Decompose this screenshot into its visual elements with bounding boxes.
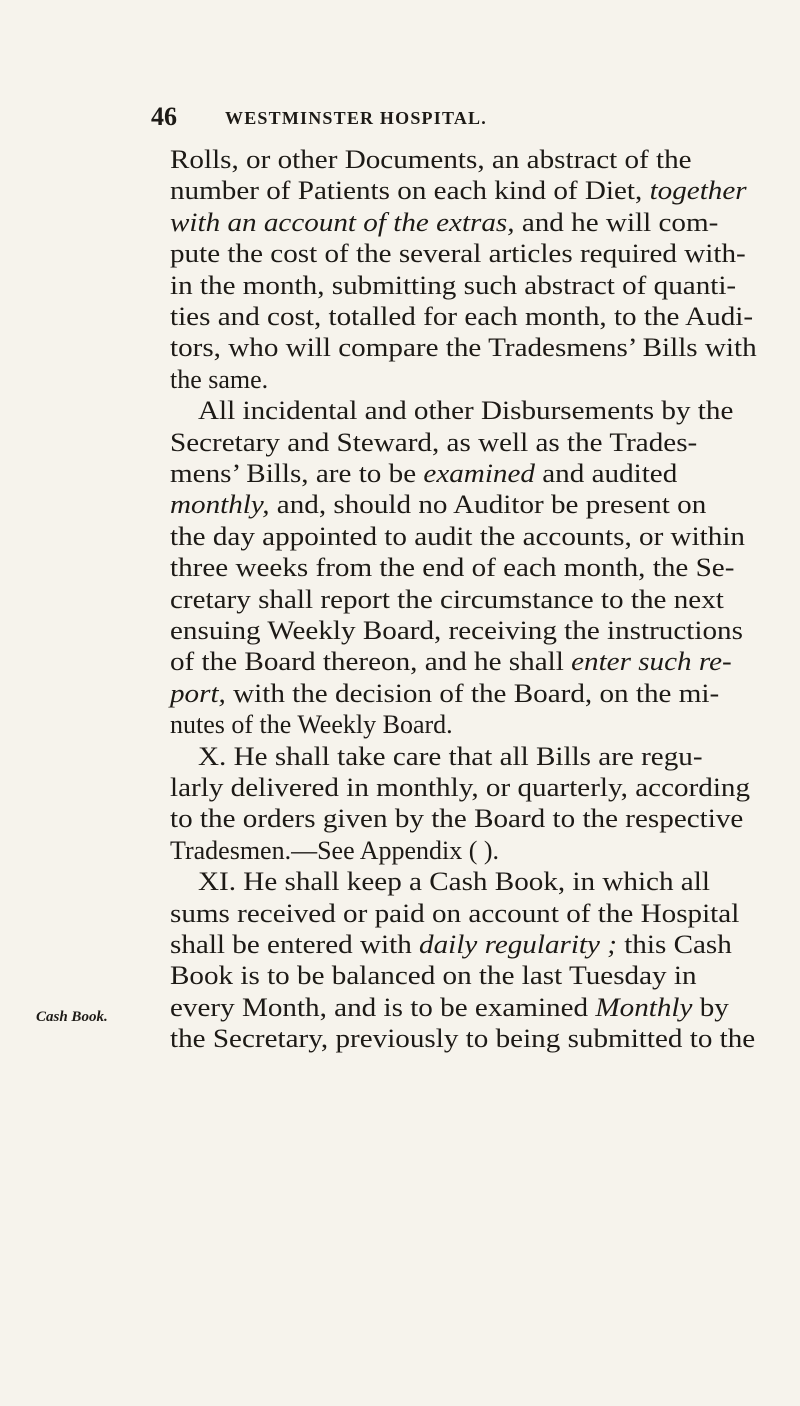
text-run: shall be entered with xyxy=(170,930,420,959)
text-line xyxy=(170,773,750,803)
running-head: WESTMINSTER HOSPITAL. xyxy=(225,108,487,128)
text-line xyxy=(170,993,729,1023)
text-line xyxy=(198,742,703,772)
text-run: pute the cost of the several articles required with- xyxy=(170,239,746,269)
text-line xyxy=(170,1024,755,1054)
italic-run: port, xyxy=(170,678,226,708)
text-line xyxy=(170,428,697,458)
text-line xyxy=(170,459,677,489)
text-run: tors, who will compare the Tradesmens’ Bills with xyxy=(170,333,757,363)
text-run: Tradesmen.—See Appendix ( ). xyxy=(170,835,500,865)
text-line xyxy=(170,302,753,332)
text-line xyxy=(170,176,747,206)
italic-run: monthly, xyxy=(170,490,270,520)
italic-run: together xyxy=(649,176,747,206)
text-run: Rolls, or other Documents, an abstract of the xyxy=(170,145,692,174)
text-run: the Secretary, previously to being submitted to the xyxy=(170,1024,756,1054)
text-run: Book is to be balanced on the last Tuesday in xyxy=(170,961,697,991)
text-run: three weeks from the end of each month, the Se- xyxy=(170,553,735,583)
text-line xyxy=(170,961,697,991)
text-run: All incidental and other Disbursements by the xyxy=(198,396,734,426)
text-run: mens’ Bills, are to be xyxy=(170,459,424,488)
text-line xyxy=(198,867,710,897)
text-run: ensuing Weekly Board, receiving the instructions xyxy=(170,616,743,645)
text-line xyxy=(170,239,746,269)
text-run: the day appointed to audit the accounts, or within xyxy=(170,521,745,551)
text-run: nutes of the Weekly Board. xyxy=(170,710,453,740)
text-run: larly delivered in monthly, or quarterly, according xyxy=(170,773,751,802)
page-number: 46 xyxy=(151,102,177,131)
text-line xyxy=(170,585,724,615)
text-run: this Cash xyxy=(616,930,732,959)
text-run: by xyxy=(692,992,729,1022)
text-run: Secretary and Steward, as well as the Trades- xyxy=(170,427,698,457)
text-line xyxy=(198,396,733,426)
text-line xyxy=(170,522,745,552)
text-run: in the month, submitting such abstract of quanti- xyxy=(170,270,737,300)
text-line xyxy=(170,710,453,740)
text-line xyxy=(170,679,719,709)
text-run: X. He shall take care that all Bills are regu- xyxy=(198,741,703,771)
text-run: of the Board thereon, and he shall xyxy=(170,647,572,677)
text-run: every Month, and is to be examined xyxy=(170,992,596,1022)
text-run: with the decision of the Board, on the mi- xyxy=(225,678,720,708)
text-run: to the orders given by the Board to the respective xyxy=(170,804,744,834)
text-run: and audited xyxy=(534,459,678,488)
text-line xyxy=(170,333,757,363)
text-line xyxy=(170,553,734,583)
text-run: XI. He shall keep a Cash Book, in which all xyxy=(198,867,710,897)
text-run: number of Patients on each kind of Diet, xyxy=(170,176,650,206)
text-line xyxy=(170,804,743,834)
text-run: cretary shall report the circumstance to the next xyxy=(170,584,724,614)
text-line xyxy=(170,616,743,646)
italic-run: Monthly xyxy=(595,992,693,1022)
italic-run: enter such re- xyxy=(571,647,732,677)
text-line xyxy=(170,647,732,677)
text-line xyxy=(170,490,706,520)
text-line xyxy=(170,208,718,238)
text-run: and, should no Auditor be present on xyxy=(269,490,707,520)
text-run: and he will com- xyxy=(514,207,719,237)
italic-run: examined xyxy=(423,459,535,488)
text-line xyxy=(170,365,268,395)
text-run: sums received or paid on account of the Hospital xyxy=(170,898,740,928)
text-line xyxy=(170,145,692,175)
italic-run: with an account of the extras, xyxy=(170,207,515,237)
text-line xyxy=(170,836,499,866)
text-line xyxy=(170,271,736,301)
text-line xyxy=(170,930,732,960)
italic-run: daily regularity ; xyxy=(419,930,617,959)
text-line xyxy=(170,899,739,929)
margin-note-cash-book: Cash Book. xyxy=(36,1009,108,1025)
text-run: the same. xyxy=(170,364,269,394)
text-run: ties and cost, totalled for each month, to the Audi- xyxy=(170,302,754,331)
